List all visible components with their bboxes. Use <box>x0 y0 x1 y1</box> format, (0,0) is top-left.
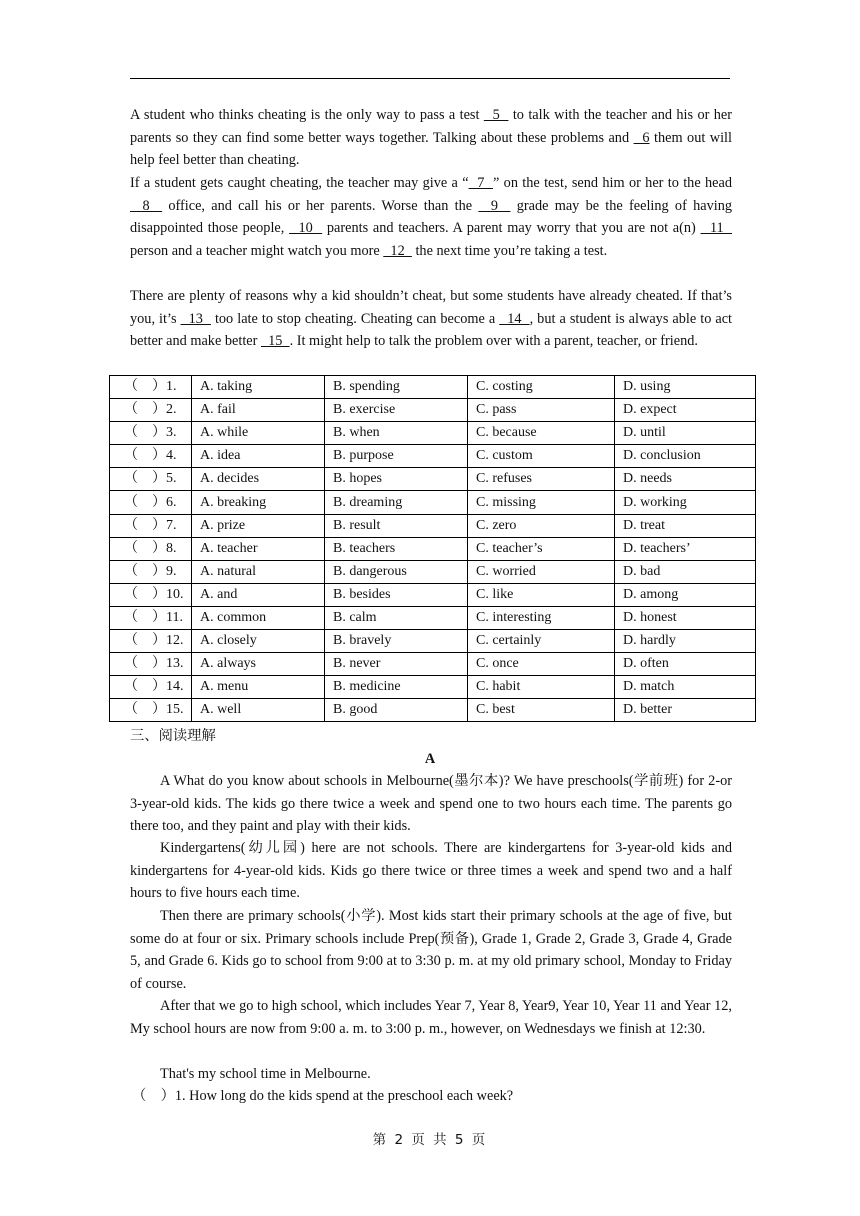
option-a: A. always <box>192 653 325 676</box>
option-d: D. working <box>615 491 756 514</box>
blank-10: 10 <box>289 220 323 237</box>
text: person and a teacher might watch you more <box>130 242 384 259</box>
option-d: D. bad <box>615 560 756 583</box>
option-c: C. pass <box>468 399 615 422</box>
option-d: D. honest <box>615 606 756 629</box>
reading-paragraph-1: A What do you know about schools in Melbourne(墨尔本)? We have preschools(学前班) for 2-or 3-year-old kids. The kids go there twice a week and spend one to two hours each time. The parents go there too, and they paint and play with their kids. <box>130 773 732 835</box>
page-footer: 第 2 页 共 5 页 <box>372 1132 488 1148</box>
option-a: A. teacher <box>192 537 325 560</box>
text: to talk with the teacher and his or her parents so they can find some better ways together. Talking about these problems and <box>130 107 732 146</box>
blank-11: 11 <box>700 220 732 237</box>
option-c: C. habit <box>468 676 615 699</box>
option-c: C. zero <box>468 514 615 537</box>
option-row <box>110 537 756 560</box>
option-c: C. teacher’s <box>468 537 615 560</box>
option-b: B. when <box>325 422 468 445</box>
option-d: D. until <box>615 422 756 445</box>
option-b: B. besides <box>325 583 468 606</box>
option-row <box>110 653 756 676</box>
option-a: A. while <box>192 422 325 445</box>
option-row <box>110 676 756 699</box>
text: ” on the test, send him or her to the head <box>493 175 732 191</box>
option-d: D. expect <box>615 399 756 422</box>
option-c: C. worried <box>468 560 615 583</box>
option-a: A. common <box>192 606 325 629</box>
text: There are plenty of reasons why a kid shouldn’t cheat, but some students have already cheated. If that’s you, it’s <box>130 288 732 327</box>
reading-paragraph-5: That's my school time in Melbourne. <box>160 1066 371 1082</box>
reading-paragraph-3: Then there are primary schools(小学). Most kids start their primary schools at the age of five, but some do at four or six. Primary schools include Prep(预备), Grade 1, Grade 2, Grade 3, Grade 4, Grade 5, and Grade 6. Kids go to school from 9:00 at to 3:30 p. m. at my old primary school, Monday to Friday of course. <box>130 908 732 992</box>
option-row <box>110 445 756 468</box>
option-a: A. and <box>192 583 325 606</box>
question-number: （ ）4. <box>110 445 192 468</box>
option-b: B. never <box>325 653 468 676</box>
question-number: （ ）2. <box>110 399 192 422</box>
option-row <box>110 422 756 445</box>
text: . It might help to talk the problem over with a parent, teacher, or friend. <box>289 333 698 350</box>
text: A student who thinks cheating is the only way to pass a test <box>130 107 484 123</box>
option-d: D. using <box>615 376 756 399</box>
text: too late to stop cheating. Cheating can become a <box>210 310 500 327</box>
cloze-paragraph-2 <box>130 172 732 262</box>
option-a: A. decides <box>192 468 325 491</box>
question-number: （ ）1. <box>110 376 192 399</box>
option-b: B. purpose <box>325 445 468 468</box>
question-number: （ ）14. <box>110 676 192 699</box>
header-rule <box>130 78 730 79</box>
option-d: D. often <box>615 653 756 676</box>
question-number: （ ）12. <box>110 630 192 653</box>
option-b: B. spending <box>325 376 468 399</box>
option-c: C. costing <box>468 376 615 399</box>
blank-14: 14 <box>499 310 530 327</box>
question-1: （ ）1. How long do the kids spend at the preschool each week? <box>132 1088 514 1104</box>
option-b: B. teachers <box>325 537 468 560</box>
blank-9: 9 <box>478 197 511 214</box>
question-number: （ ）13. <box>110 653 192 676</box>
question-number: （ ）3. <box>110 422 192 445</box>
option-d: D. better <box>615 699 756 722</box>
option-row <box>110 606 756 629</box>
option-a: A. idea <box>192 445 325 468</box>
option-row <box>110 491 756 514</box>
option-c: C. because <box>468 422 615 445</box>
option-a: A. natural <box>192 560 325 583</box>
blank-6: 6 <box>633 129 650 146</box>
option-b: B. good <box>325 699 468 722</box>
text: parents and teachers. A parent may worry that you are not a(n) <box>322 220 701 237</box>
question-number: （ ）8. <box>110 537 192 560</box>
option-b: B. medicine <box>325 676 468 699</box>
text: the next time you’re taking a test. <box>411 242 608 259</box>
option-d: D. conclusion <box>615 445 756 468</box>
question-number: （ ）10. <box>110 583 192 606</box>
option-b: B. bravely <box>325 630 468 653</box>
blank-8: 8 <box>130 197 163 214</box>
option-c: C. best <box>468 699 615 722</box>
blank-7: 7 <box>468 175 493 191</box>
option-b: B. hopes <box>325 468 468 491</box>
passage-title: A <box>424 751 436 767</box>
option-b: B. result <box>325 514 468 537</box>
option-a: A. taking <box>192 376 325 399</box>
option-d: D. teachers’ <box>615 537 756 560</box>
option-b: B. exercise <box>325 399 468 422</box>
option-c: C. certainly <box>468 630 615 653</box>
question-number: （ ）7. <box>110 514 192 537</box>
option-row <box>110 630 756 653</box>
text: If a student gets caught cheating, the teacher may give a “ <box>130 175 469 191</box>
option-d: D. hardly <box>615 630 756 653</box>
question-number: （ ）6. <box>110 491 192 514</box>
option-c: C. like <box>468 583 615 606</box>
question-number: （ ）5. <box>110 468 192 491</box>
blank-13: 13 <box>180 310 211 327</box>
option-d: D. needs <box>615 468 756 491</box>
text: , but a student is always able to act better and make better <box>130 310 733 350</box>
option-row <box>110 376 756 399</box>
option-a: A. closely <box>192 630 325 653</box>
option-row <box>110 514 756 537</box>
option-c: C. once <box>468 653 615 676</box>
option-d: D. treat <box>615 514 756 537</box>
options-table <box>109 375 756 722</box>
option-row <box>110 399 756 422</box>
cloze-paragraph-3 <box>130 285 732 353</box>
option-a: A. menu <box>192 676 325 699</box>
option-c: C. interesting <box>468 606 615 629</box>
option-d: D. match <box>615 676 756 699</box>
option-b: B. calm <box>325 606 468 629</box>
question-number: （ ）11. <box>110 606 192 629</box>
text: grade may be the feeling of having disappointed those people, <box>130 197 732 237</box>
text: them out will help feel better than cheating. <box>130 129 732 169</box>
option-c: C. missing <box>468 491 615 514</box>
blank-5: 5 <box>483 107 509 123</box>
reading-paragraph-4: After that we go to high school, which includes Year 7, Year 8, Year9, Year 10, Year 11 and Year 12, My school hours are now from 9:00 a. m. to 3:00 p. m., however, on Wednesdays we finish at 12:30. <box>130 998 732 1037</box>
question-number: （ ）15. <box>110 699 192 722</box>
option-b: B. dangerous <box>325 560 468 583</box>
option-row <box>110 699 756 722</box>
option-c: C. custom <box>468 445 615 468</box>
reading-paragraph-2: Kindergartens(幼儿园) here are not schools. There are kindergartens for 3-year-old kids and kindergartens for 4-year-old kids. Kids go there twice or three times a week and spend two and a half hours to five hours each time. <box>130 840 732 902</box>
option-row <box>110 583 756 606</box>
option-c: C. refuses <box>468 468 615 491</box>
option-a: A. well <box>192 699 325 722</box>
cloze-paragraph-1 <box>130 104 732 172</box>
option-row <box>110 468 756 491</box>
blank-12: 12 <box>383 242 412 259</box>
option-a: A. prize <box>192 514 325 537</box>
section-title: 三、阅读理解 <box>130 728 216 744</box>
option-b: B. dreaming <box>325 491 468 514</box>
option-a: A. fail <box>192 399 325 422</box>
text: office, and call his or her parents. Worse than the <box>162 197 479 214</box>
option-a: A. breaking <box>192 491 325 514</box>
option-row <box>110 560 756 583</box>
option-d: D. among <box>615 583 756 606</box>
question-number: （ ）9. <box>110 560 192 583</box>
blank-15: 15 <box>261 333 290 350</box>
